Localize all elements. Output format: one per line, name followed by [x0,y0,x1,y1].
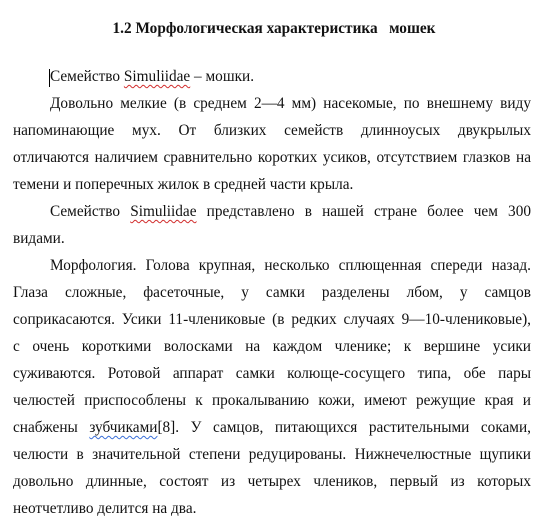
spellcheck-word-simuliidae[interactable]: Simuliidae [123,68,191,85]
p4-line-6[interactable]: челюстей приспособлены к прокалыванию кожи, имеют режущие края и [13,392,531,409]
p4-line-5[interactable]: суживаются. Ротовой аппарат самки колюще-сосущего типа, обе пары [13,365,531,382]
p3-suffix: представлено в нашей стране более чем 300 [196,203,531,220]
p2-line-1[interactable]: Довольно мелкие (в среднем 2—4 мм) насекомые, по внешнему виду [50,95,531,112]
p4-line-10[interactable]: неотчетливо делится на два. [13,500,197,517]
p4-line7-prefix: снабжены [13,419,90,436]
p4-line-9[interactable]: довольно длинные, состоят из четырех члеников, первый из которых [13,473,531,490]
p3-line-1[interactable] [13,202,531,222]
p4-line-8[interactable]: челюсти в значительной степени редуцированы. Нижнечелюстные щупики [13,446,531,463]
p2-line-2[interactable]: напоминающие мух. От близких семейств длинноусых двукрылых [13,122,531,139]
paragraph-family-name[interactable] [13,67,531,87]
p4-line7-suffix: [8]. У самцов, питающихся растительными соками, [157,419,531,436]
spellcheck-word-simuliidae-2[interactable]: Simuliidae [130,203,197,220]
p1-suffix: – мошки. [190,68,255,85]
section-heading: 1.2 Морфологическая характеристика мошек [112,20,436,37]
p4-line-7[interactable] [13,418,531,438]
p3-prefix: Семейство [50,203,131,220]
p3-line-2[interactable]: видами. [13,230,65,247]
p4-line-4[interactable]: с очень короткими волосками на каждом членике; к вершине усики [13,338,531,355]
grammar-word-zubchikami[interactable]: зубчиками [89,419,158,436]
p4-line-3[interactable]: соприкасаются. Усики 11-члениковые (в редких случаях 9—10-члениковые), [13,311,531,328]
p4-line-1[interactable]: Морфология. Голова крупная, несколько сплющенная спереди назад. [50,257,531,274]
p1-prefix: Семейство [50,68,124,85]
p2-line-3[interactable]: отличаются наличием сравнительно коротких усиков, отсутствием глазков на [13,149,531,166]
p2-line-4[interactable]: темени и поперечных жилок в средней части крыла. [13,176,354,193]
p4-line-2[interactable]: Глаза сложные, фасеточные, у самки разделены лбом, у самцов [13,284,531,301]
